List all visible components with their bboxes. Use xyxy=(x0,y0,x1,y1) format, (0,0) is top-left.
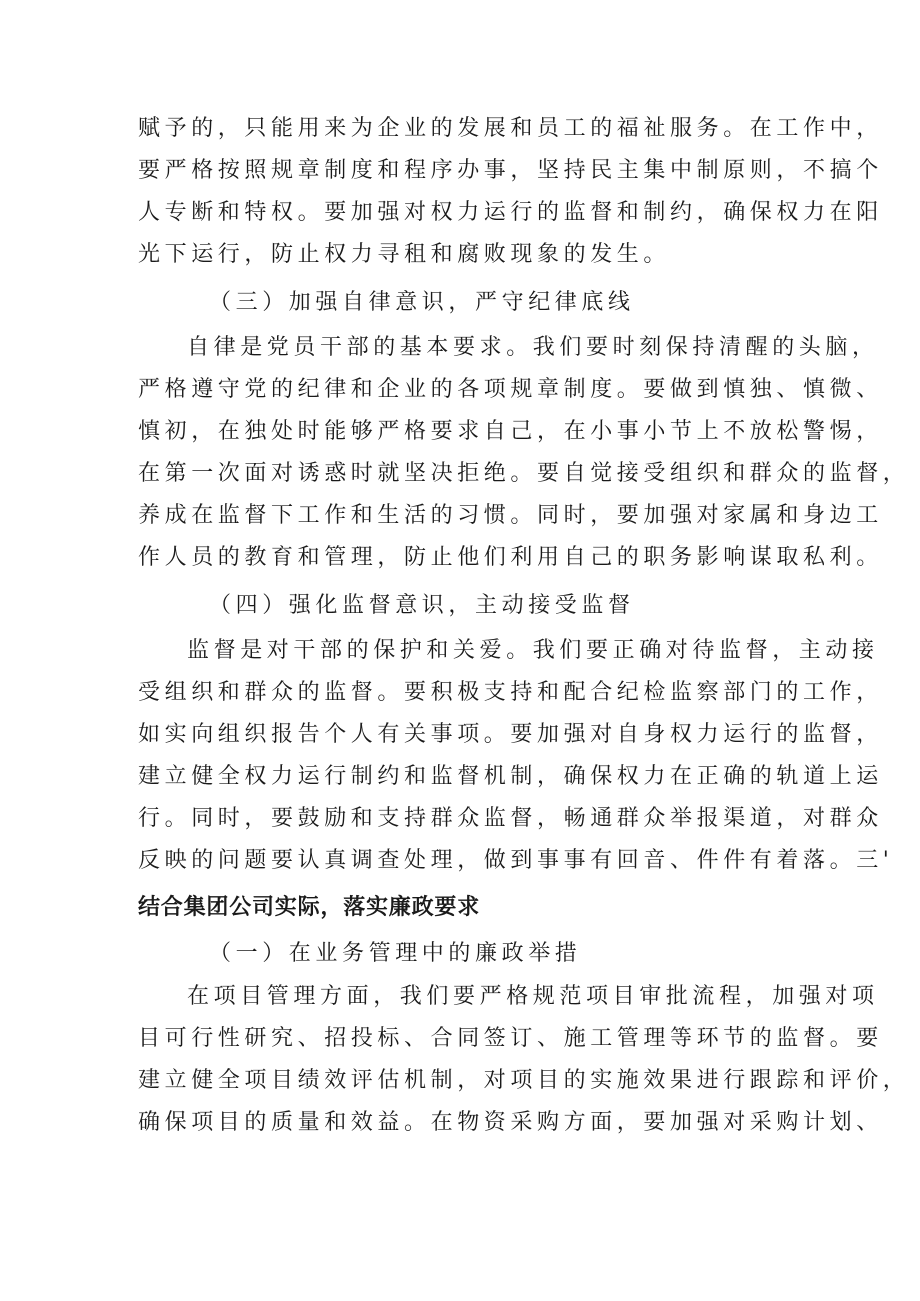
paragraph-line: 人专断和特权。要加强对权力运行的监督和制约，确保权力在阳 xyxy=(138,200,883,225)
paragraph-line: 自律是党员干部的基本要求。我们要时刻保持清醒的头脑， xyxy=(187,335,879,360)
paragraph-line: 建立健全项目绩效评估机制，对项目的实施效果进行跟踪和评价， xyxy=(138,1068,910,1093)
paragraph-line: 要严格按照规章制度和程序办事，坚持民主集中制原则，不搞个 xyxy=(138,158,883,183)
section-heading-3: （三）加强自律意识，严守纪律底线 xyxy=(209,290,635,315)
paragraph-line: 建立健全权力运行制约和监督机制，确保权力在正确的轨道上运 xyxy=(138,764,883,789)
paragraph-line: 赋予的，只能用来为企业的发展和员工的福祉服务。在工作中， xyxy=(138,116,883,141)
paragraph-line: 受组织和群众的监督。要积极支持和配合纪检监察部门的工作， xyxy=(138,680,883,705)
paragraph-line: 在第一次面对诱惑时就坚决拒绝。要自觉接受组织和群众的监督， xyxy=(138,461,910,486)
paragraph-line: 养成在监督下工作和生活的习惯。同时，要加强对家属和身边工 xyxy=(138,503,883,528)
paragraph-line: 确保项目的质量和效益。在物资采购方面，要加强对采购计划、 xyxy=(138,1110,883,1135)
paragraph-line: 如实向组织报告个人有关事项。要加强对自身权力运行的监督， xyxy=(138,722,883,747)
paragraph-line: 行。同时，要鼓励和支持群众监督，畅通群众举报渠道，对群众 xyxy=(138,806,883,831)
paragraph-line: 光下运行，防止权力寻租和腐败现象的发生。 xyxy=(138,242,671,267)
paragraph-line: 严格遵守党的纪律和企业的各项规章制度。要做到慎独、慎微、 xyxy=(138,377,883,402)
paragraph-line: 监督是对干部的保护和关爱。我们要正确对待监督，主动接 xyxy=(187,638,879,663)
section-heading-1: （一）在业务管理中的廉政举措 xyxy=(209,941,582,966)
paragraph-line: 反映的问题要认真调查处理，做到事事有回音、件件有着落。三' xyxy=(138,848,894,873)
chapter-heading: 结合集团公司实际，落实廉政要求 xyxy=(138,895,481,920)
paragraph-line: 作人员的教育和管理，防止他们利用自己的职务影响谋取私利。 xyxy=(138,545,883,570)
section-heading-4: （四）强化监督意识，主动接受监督 xyxy=(209,593,635,618)
paragraph-line: 目可行性研究、招投标、合同签订、施工管理等环节的监督。要 xyxy=(138,1026,883,1051)
paragraph-line: 慎初，在独处时能够严格要求自己，在小事小节上不放松警惕， xyxy=(138,419,883,444)
paragraph-line: 在项目管理方面，我们要严格规范项目审批流程，加强对项 xyxy=(187,984,879,1009)
